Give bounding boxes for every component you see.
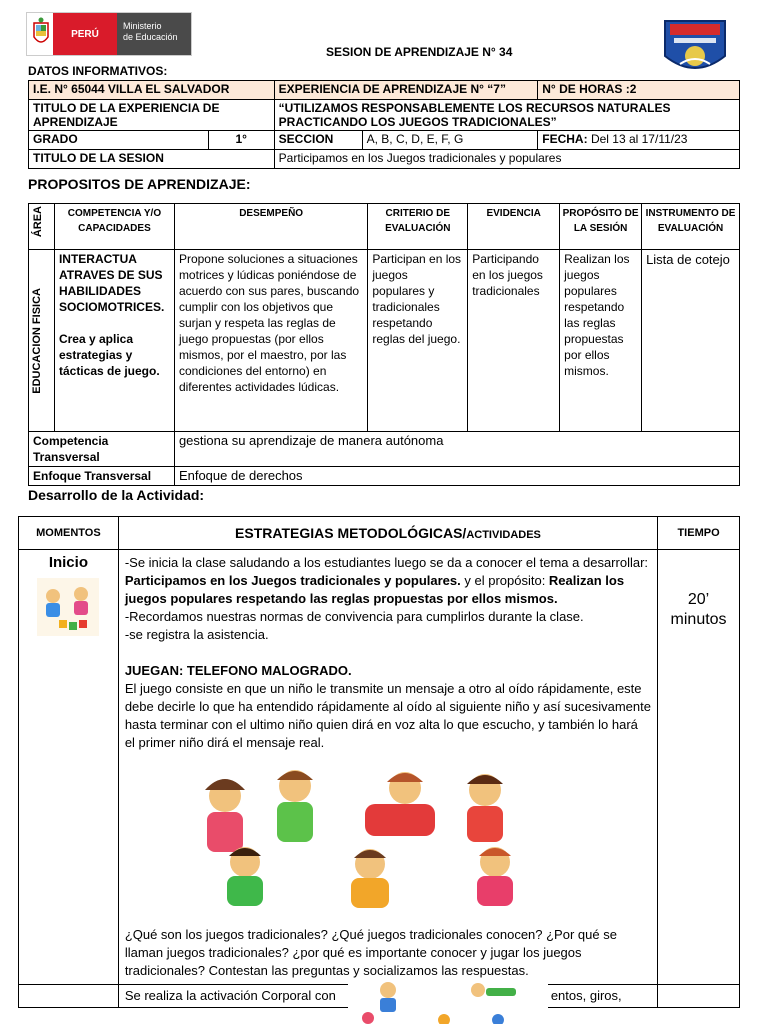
grado-value: 1°: [208, 131, 274, 150]
th-evidencia: EVIDENCIA: [468, 204, 560, 250]
inicio-label: Inicio: [48, 554, 88, 571]
competencia-cell: [54, 250, 174, 432]
th-estrategias: [118, 517, 657, 550]
desarrollo-table: [18, 516, 740, 1008]
inicio-p1: [125, 554, 651, 608]
th-actividades-text: ACTIVIDADES: [466, 529, 541, 541]
kids-playing-blocks-icon: [37, 578, 99, 636]
titulo-sesion-value: Participamos en los Juegos tradicionales y populares: [274, 150, 739, 169]
empty-moment-cell: [19, 985, 119, 1008]
enfoque-value: Enfoque de derechos: [174, 467, 739, 486]
evidencia-cell: Participando en los juegos tradicionales: [468, 250, 560, 432]
propositos-table: [28, 203, 740, 486]
competencia-1: INTERACTUA ATRAVES DE SUS HABILIDADES SOCIOMOTRICES.: [58, 252, 165, 314]
p1-b: Participamos en los Juegos tradicionales y populares.: [124, 573, 461, 588]
p1-c: y el propósito:: [460, 573, 549, 588]
instrumento-cell: Lista de cotejo: [642, 250, 740, 432]
school-shield-icon: [662, 18, 728, 78]
desarrollo-heading: Desarrollo de la Actividad:: [28, 487, 205, 503]
activacion-text-b: entos, giros,: [550, 988, 622, 1003]
th-area: [29, 204, 55, 250]
titulo-sesion-label: TITULO DE LA SESION: [29, 150, 275, 169]
tiempo-value: 20’ minutos: [658, 550, 740, 985]
th-estrategias-text: ESTRATEGIAS METODOLÓGICAS/: [235, 525, 467, 541]
titulo-exp-value: “UTILIZAMOS RESPONSABLEMENTE LOS RECURSOS NATURALES PRACTICANDO LOS JUEGOS TRADICIONALES”: [274, 100, 739, 131]
th-momentos: MOMENTOS: [19, 517, 119, 550]
inicio-p3: -se registra la asistencia.: [124, 627, 269, 642]
th-proposito: PROPÓSITO DE LA SESIÓN: [560, 204, 642, 250]
logo-ministry: [117, 13, 191, 55]
datos-label: DATOS INFORMATIVOS:: [28, 64, 168, 78]
logo-country: PERÚ: [53, 13, 117, 55]
comp-transversal-label: Competencia Transversal: [29, 432, 175, 467]
enfoque-label: Enfoque Transversal: [29, 467, 175, 486]
activacion-text-a: Se realiza la activación Corporal con: [124, 988, 336, 1003]
comp-transversal-value: gestiona su aprendizaje de manera autónoma: [174, 432, 739, 467]
th-desempeno: DESEMPEÑO: [174, 204, 367, 250]
area-cell: [29, 250, 55, 432]
p1-d: Realizan los juegos populares respetando las reglas propuestas por ellos mismos.: [124, 573, 625, 606]
children-telephone-game-illustration: [165, 766, 545, 916]
peru-crest-icon: [31, 17, 51, 49]
inicio-content: [118, 550, 657, 985]
preguntas: ¿Qué son los juegos tradicionales? ¿Qué juegos tradicionales conocen? ¿Por qué se llaman juegos tradicionales? ¿por qué es importante conocer y jugar los juegos tradicionales? Contestan las preguntas y socializamos las respuestas.: [124, 927, 617, 978]
seccion-value: A, B, C, D, E, F, G: [362, 131, 538, 150]
fecha-value: Del 13 al 17/11/23: [590, 132, 688, 146]
titulo-exp-label: TITULO DE LA EXPERIENCIA DE APRENDIZAJE: [29, 100, 275, 131]
propositos-heading: PROPOSITOS DE APRENDIZAJE:: [28, 176, 251, 192]
grado-label: GRADO: [29, 131, 209, 150]
ministry-logo: [26, 12, 192, 56]
desempeno-cell: Propone soluciones a situaciones motrices y lúdicas poniéndose de acuerdo con sus pares, buscando cumplir con los objetivos que surjan y respeta las reglas de juego propuestas (por ellos mismos, por el maestro, por las condiciones del entorno) en diferentes actividades lúdicas.: [174, 250, 367, 432]
criterio-cell: Participan en los juegos populares y tradicionales respetando reglas del juego.: [368, 250, 468, 432]
kids-exercising-illustration: [348, 978, 548, 1024]
juego-desc: El juego consiste en que un niño le transmite un mensaje a otro al oído rápidamente, este debe decirle lo que ha entendido rápidamente al oído al siguiente niño y así sucesivamente hasta terminar con el ultimo niño quien dirá en voz alta lo que escucho, y también lo hará el primer niño dirá el mensaje real.: [124, 681, 651, 750]
juego-title: JUEGAN: TELEFONO MALOGRADO.: [124, 663, 352, 678]
inicio-cell: [19, 550, 119, 985]
info-table: [28, 80, 740, 169]
th-instrumento: INSTRUMENTO DE EVALUACIÓN: [642, 204, 740, 250]
ie-cell: I.E. N° 65044 VILLA EL SALVADOR: [29, 81, 275, 100]
logo-ministry-line2: de Educación: [123, 32, 178, 42]
th-criterio: CRITERIO DE EVALUACIÓN: [368, 204, 468, 250]
logo-ministry-line1: Ministerio: [123, 21, 162, 31]
fecha-label: FECHA:: [542, 132, 588, 146]
session-title: SESION DE APRENDIZAJE N° 34: [326, 45, 513, 59]
seccion-label: SECCION: [274, 131, 362, 150]
area-value: EDUCACION FISICA: [31, 287, 43, 394]
th-competencia: COMPETENCIA Y/O CAPACIDADES: [54, 204, 174, 250]
fecha-cell: [538, 131, 740, 150]
proposito-cell: Realizan los juegos populares respetando las reglas propuestas por ellos mismos.: [560, 250, 642, 432]
horas-cell: N° DE HORAS :2: [538, 81, 740, 100]
th-tiempo: TIEMPO: [658, 517, 740, 550]
competencia-2: Crea y aplica estrategias y tácticas de juego.: [58, 332, 160, 378]
empty-tiempo-cell: [658, 985, 740, 1008]
p1-a: -Se inicia la clase saludando a los estudiantes luego se da a conocer el tema a desarrollar:: [124, 555, 649, 570]
inicio-p2: -Recordamos nuestras normas de convivencia para cumplirlos durante la clase.: [124, 609, 584, 624]
th-area-text: ÁREA: [32, 206, 44, 238]
experiencia-cell: EXPERIENCIA DE APRENDIZAJE N° “7”: [274, 81, 538, 100]
